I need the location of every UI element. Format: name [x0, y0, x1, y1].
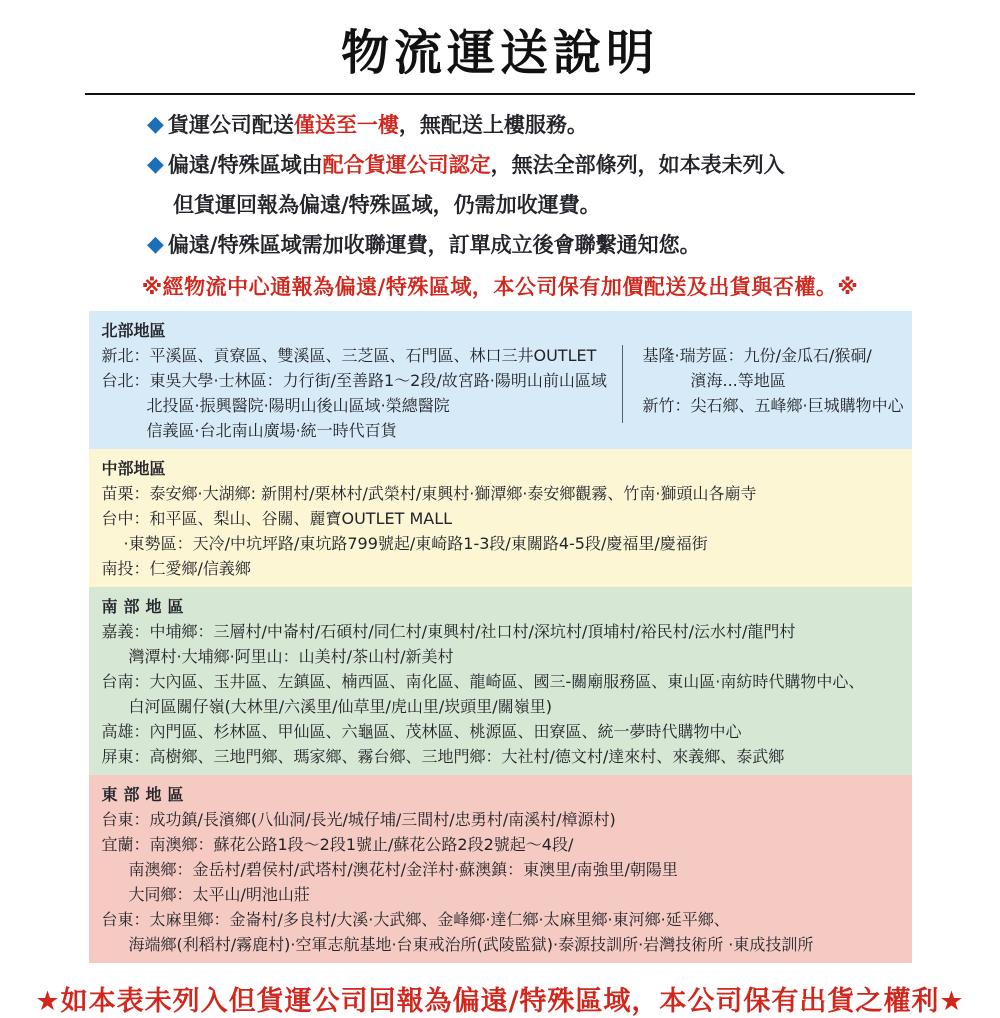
bullet2-highlight: 配合貨運公司認定 — [322, 153, 491, 177]
region-line: 南投：仁愛鄉/信義鄉 — [101, 559, 251, 578]
region-line: 新竹：尖石鄉、五峰鄉·巨城購物中心 — [642, 396, 904, 415]
bullet-text — [168, 145, 785, 185]
region-line: 台中：和平區、梨山、谷關、麗寶OUTLET MALL — [101, 509, 453, 528]
section-central — [89, 449, 912, 587]
bullet-item-1 — [147, 105, 915, 145]
bullet1-post: ，無配送上樓服務。 — [398, 113, 588, 137]
bullet-text — [168, 225, 701, 265]
section-central-header: 中部地區 — [101, 459, 166, 478]
region-line: 台南：大內區、玉井區、左鎮區、楠西區、南化區、龍崎區、國三-關廟服務區、東山區·南紡時代購物中心、 — [101, 672, 865, 691]
page-title: 物流運送說明 — [340, 25, 659, 81]
region-line: 台東：太麻里鄉：金崙村/多良村/大溪·大武鄉、金峰鄉·達仁鄉·太麻里鄉·東河鄉·延平鄉、 — [101, 910, 730, 929]
region-line: 台北：東吳大學·士林區：力行街/至善路1～2段/故宮路·陽明山前山區域 — [101, 371, 607, 390]
bullet1-highlight: 僅送至一樓 — [293, 113, 399, 137]
footer-disclaimer: ★如本表未列入但貨運公司回報為偏遠/特殊區域，本公司保有出貨之權利★ — [35, 986, 965, 1017]
bullet1-pre: 貨運公司配送 — [167, 113, 294, 137]
section-north-left-column — [102, 343, 622, 443]
section-north-body — [102, 343, 912, 443]
region-line: 新北：平溪區、貢寮區、雙溪區、三芝區、石門區、林口三井OUTLET — [101, 346, 597, 365]
title-divider — [85, 93, 915, 95]
bullet-text — [168, 105, 588, 145]
bullet-item-2 — [147, 145, 915, 185]
region-line: 大同鄉：太平山/明池山莊 — [128, 885, 310, 904]
region-line: 宜蘭：南澳鄉：蘇花公路1段～2段1號止/蘇花公路2段2號起～4段/ — [101, 835, 574, 854]
region-line: 信義區·台北南山廣場·統一時代百貨 — [146, 421, 397, 440]
bullet-item-3 — [147, 225, 915, 265]
section-east — [89, 775, 912, 963]
region-line: 白河區關仔嶺(大林里/六溪里/仙草里/虎山里/崁頭里/關嶺里) — [128, 697, 552, 716]
diamond-icon: ◆ — [147, 112, 164, 137]
diamond-icon: ◆ — [147, 232, 164, 257]
region-line: 高雄：內門區、杉林區、甲仙區、六龜區、茂林區、桃源區、田寮區、統一夢時代購物中心 — [101, 722, 742, 741]
region-line: 北投區·振興醫院·陽明山後山區域·榮總醫院 — [146, 396, 450, 415]
section-north-right-column — [623, 343, 904, 443]
section-south — [89, 587, 912, 775]
bullet2-pre: 偏遠/特殊區域由 — [167, 153, 323, 177]
region-line: 台東：成功鎮/長濱鄉(八仙洞/長光/城仔埔/三間村/忠勇村/南溪村/樟源村) — [101, 810, 616, 829]
region-line: 屏東：高樹鄉、三地門鄉、瑪家鄉、霧台鄉、三地門鄉：大社村/德文村/達來村、來義鄉、泰武鄉 — [101, 747, 785, 766]
region-line: 南澳鄉：金岳村/碧侯村/武塔村/澳花村/金洋村·蘇澳鎮：東澳里/南強里/朝陽里 — [128, 860, 678, 879]
region-line: 濱海...等地區 — [690, 371, 786, 390]
section-north — [89, 311, 912, 449]
section-north-header: 北部地區 — [101, 321, 166, 340]
region-line: 嘉義：中埔鄉：三層村/中崙村/石碩村/同仁村/東興村/社口村/深坑村/頂埔村/裕民村/沄水村/龍門村 — [101, 622, 796, 641]
intro-notes — [85, 105, 915, 265]
region-line: 基隆·瑞芳區：九份/金瓜石/猴硐/ — [642, 346, 872, 365]
region-sections — [89, 311, 912, 963]
region-line: 海端鄉(利稻村/霧鹿村)·空軍志航基地·台東戒治所(武陵監獄)·泰源技訓所·岩灣技術所 ·東成技訓所 — [128, 935, 814, 954]
section-south-header: 南部地區 — [101, 597, 190, 616]
bullet2-post: ，無法全部條列，如本表未列入 — [490, 153, 785, 177]
bullet2-continuation: 但貨運回報為偏遠/特殊區域，仍需加收運費。 — [173, 193, 601, 217]
surcharge-notice: ※經物流中心通報為偏遠/特殊區域，本公司保有加價配送及出貨與否權。※ — [141, 275, 859, 299]
region-line: 灣潭村·大埔鄉·阿里山：山美村/茶山村/新美村 — [128, 647, 454, 666]
region-line: ·東勢區：天冷/中坑坪路/東坑路799號起/東崎路1-3段/東關路4-5段/慶福里/慶福街 — [123, 534, 708, 553]
region-line: 苗栗：泰安鄉·大湖鄉: 新開村/栗林村/武榮村/東興村·獅潭鄉·泰安鄉觀霧、竹南·獅頭山各廟寺 — [101, 484, 757, 503]
bullet3-pre: 偏遠/特殊區域需加收聯運費，訂單成立後會聯繫通知您。 — [167, 233, 701, 257]
diamond-icon: ◆ — [147, 152, 164, 177]
section-east-header: 東部地區 — [101, 785, 190, 804]
